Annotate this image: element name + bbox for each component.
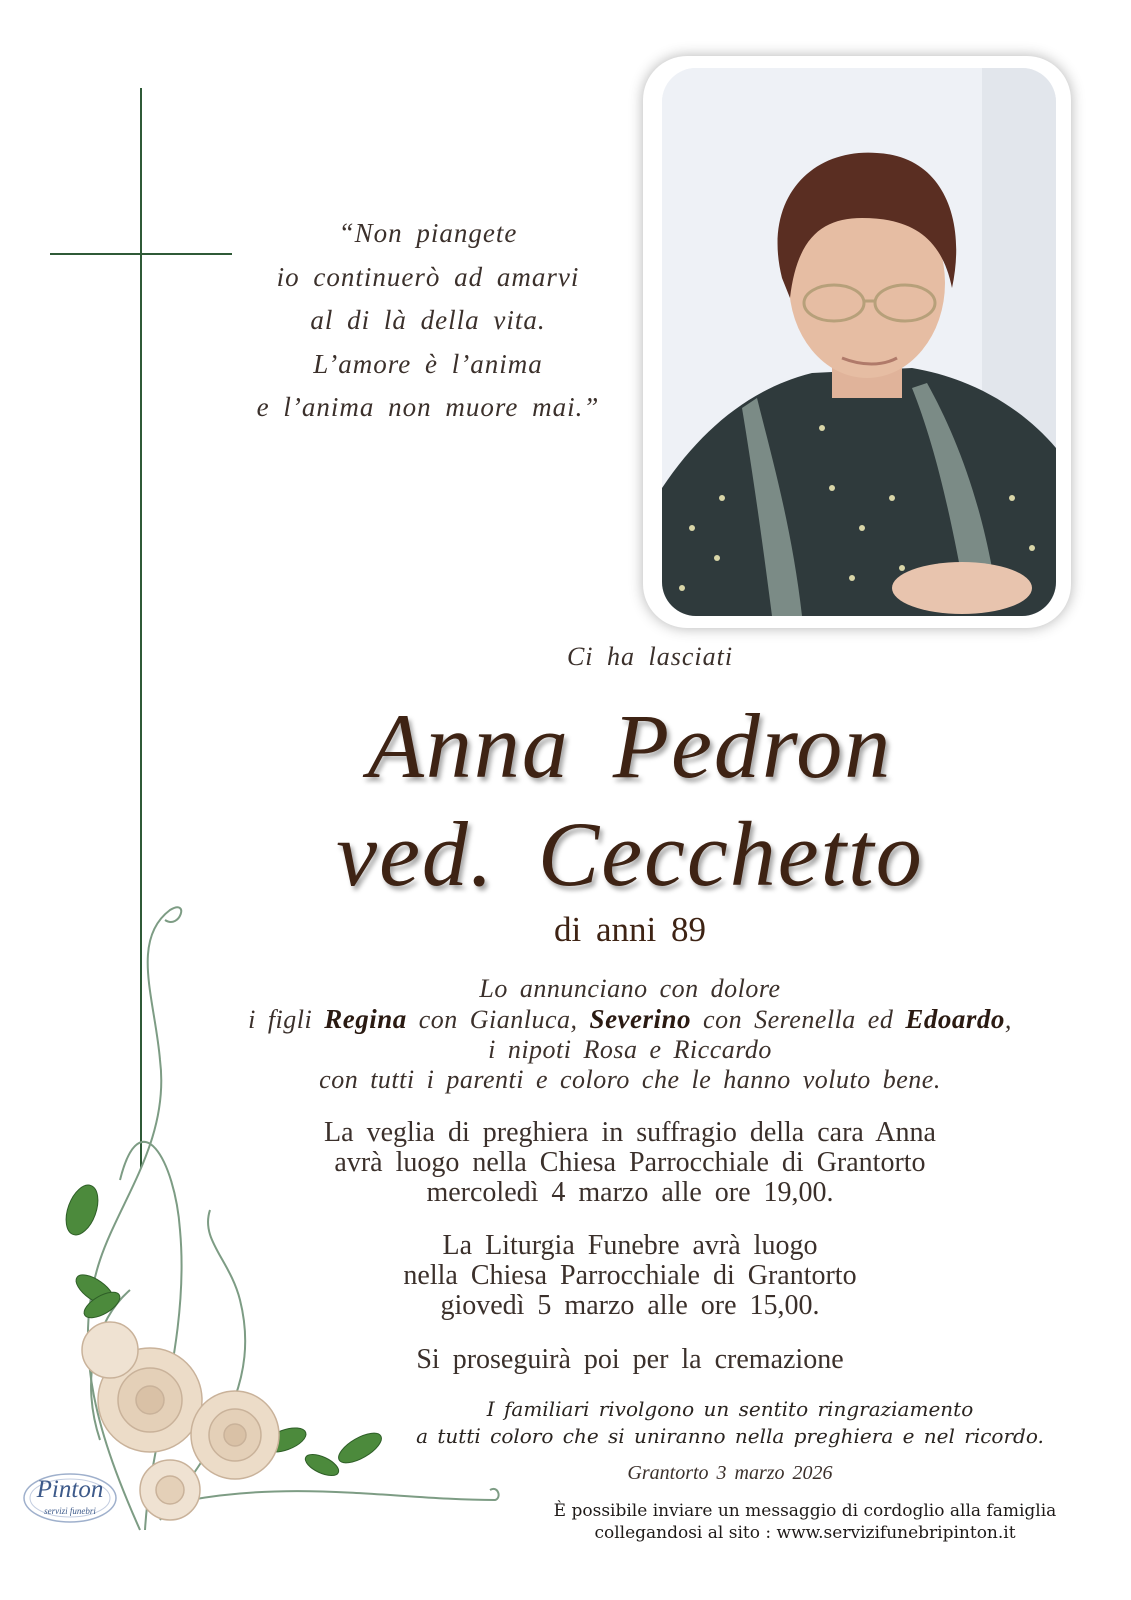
funeral-liturgy-details [230, 1231, 1030, 1321]
quote-line: e l’anima non muore mai.” [256, 392, 600, 422]
child-partner: con Gianluca, [418, 1005, 578, 1034]
quote-line: al di là della vita. [310, 305, 546, 335]
deceased-portrait-photo [662, 68, 1056, 616]
vigil-details [230, 1118, 1030, 1208]
announcement-intro: Ci ha lasciati [566, 642, 734, 671]
vigil-line: La veglia di preghiera in suffragio della cara Anna [324, 1117, 936, 1148]
quote-line: “Non piangete [338, 218, 518, 248]
deceased-married-name: ved. Cecchetto [336, 803, 924, 905]
family-thanks [380, 1396, 1080, 1450]
website-link[interactable]: collegandosi al sito : www.servizifunebripinton.it [594, 1523, 1016, 1543]
memorial-quote [238, 212, 618, 430]
place-and-date: Grantorto 3 marzo 2026 [627, 1462, 833, 1484]
deceased-age: di anni 89 [554, 910, 706, 949]
family-children-line [150, 1004, 1110, 1035]
logo-wordmark: Pinton [36, 1476, 104, 1503]
thanks-line: a tutti coloro che si uniranno nella preghiera e nel ricordo. [416, 1424, 1044, 1448]
cross-horizontal-bar [50, 253, 232, 255]
child-name: Edoardo [905, 1004, 1005, 1034]
child-partner: con Serenella ed [703, 1005, 894, 1034]
family-line: i nipoti Rosa e Riccardo [488, 1035, 772, 1064]
family-announcement [150, 974, 1110, 1095]
family-line: Lo annunciano con dolore [479, 974, 781, 1003]
logo-subtitle: servizi funebri [44, 1506, 96, 1516]
line-end-punctuation: , [1004, 1005, 1012, 1034]
vigil-line: avrà luogo nella Chiesa Parrocchiale di Grantorto [334, 1147, 926, 1178]
child-name: Regina [324, 1004, 407, 1034]
child-name: Severino [589, 1004, 692, 1034]
cremation-note: Si proseguirà poi per la cremazione [416, 1344, 844, 1375]
deceased-name: Anna Pedron [367, 695, 893, 797]
liturgy-line: giovedì 5 marzo alle ore 15,00. [440, 1290, 820, 1321]
footer-line: È possibile inviare un messaggio di cordoglio alla famiglia [553, 1501, 1057, 1521]
liturgy-line: La Liturgia Funebre avrà luogo [442, 1230, 818, 1261]
liturgy-line: nella Chiesa Parrocchiale di Grantorto [403, 1260, 857, 1291]
quote-line: L’amore è l’anima [313, 348, 543, 379]
children-prefix: i figli [248, 1005, 313, 1034]
condolence-footer [500, 1500, 1110, 1544]
vigil-line: mercoledì 4 marzo alle ore 19,00. [426, 1177, 834, 1208]
family-line: con tutti i parenti e coloro che le hanno voluto bene. [319, 1065, 941, 1094]
quote-line: io continuerò ad amarvi [276, 261, 580, 292]
thanks-line: I familiari rivolgono un sentito ringraziamento [486, 1397, 974, 1421]
